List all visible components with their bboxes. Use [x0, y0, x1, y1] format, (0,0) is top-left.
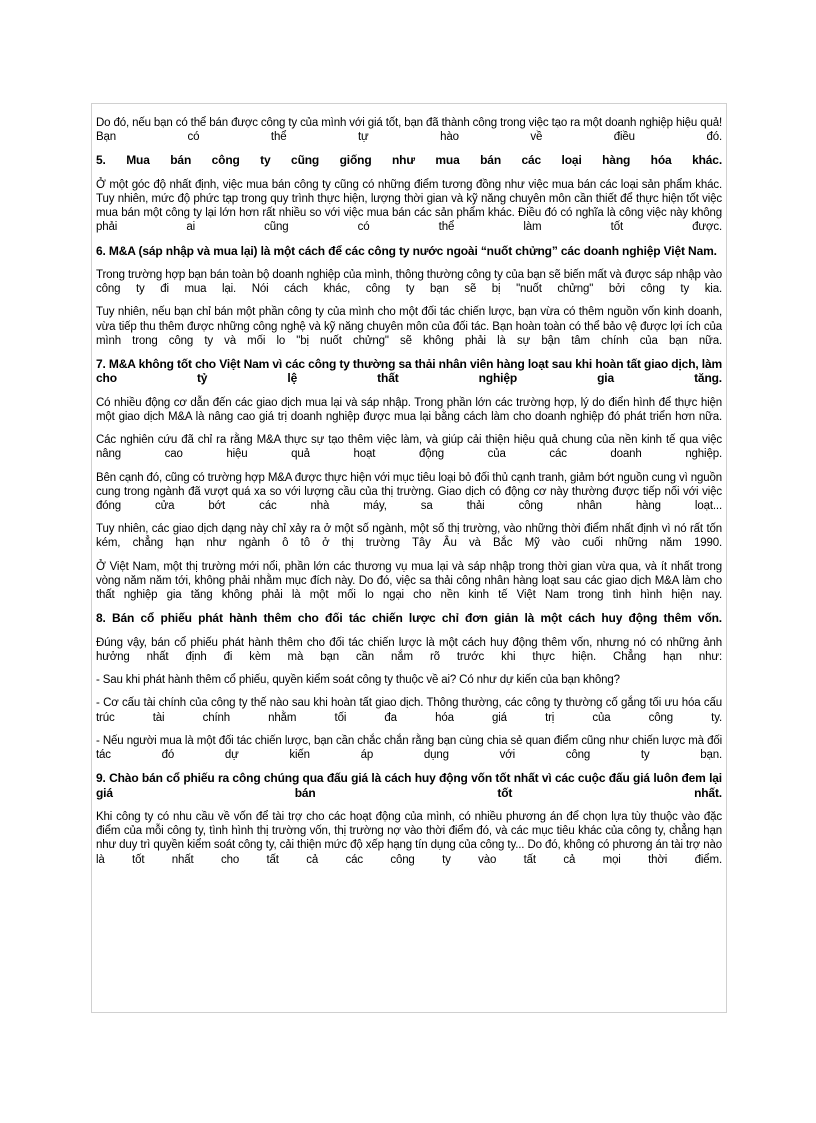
paragraph: Khi công ty có nhu cầu về vốn để tài trợ cho các hoạt động của mình, có nhiều phương án để chọn lựa tùy thuộc vào đặc điểm của mỗi công ty, tình hình thị trường vốn, thị trường nợ vào thời điểm đó, và các mục tiêu khác của công ty, chẳng hạn như duy trì quyền kiểm soát công ty, cải thiện mức độ xếp hạng tín dụng của công ty... Do đó, không có phương án tài trợ nào là tốt nhất cho tất cả các công ty vào tất cả mọi thời điểm.	[96, 810, 722, 866]
list-item: - Nếu người mua là một đối tác chiến lược, bạn cần chắc chắn rằng bạn cùng chia sẻ quan điểm cũng như chiến lược mà đối tác đó dự kiến áp dụng với công ty bạn.	[96, 734, 722, 761]
document-body	[96, 116, 722, 874]
paragraph: Ở Việt Nam, một thị trường mới nổi, phần lớn các thương vụ mua lại và sáp nhập trong thời gian vừa qua, và ít nhất trong vòng năm năm tới, không phải nhằm mục đích này. Do đó, việc sa thải công nhân hàng loạt sau các giao dịch M&A làm cho thất nghiệp gia tăng không phải là một mối lo ngại cho nền kinh tế Việt Nam trong tình hình hiện nay.	[96, 560, 722, 602]
paragraph: Tuy nhiên, các giao dịch dạng này chỉ xảy ra ở một số ngành, một số thị trường, vào những thời điểm nhất định vì nó rất tốn kém, chẳng hạn như ngành ô tô ở thị trường Tây Âu và Bắc Mỹ vào cuối những năm 1990.	[96, 523, 722, 550]
section-heading: 9. Chào bán cổ phiếu ra công chúng qua đấu giá là cách huy động vốn tốt nhất vì các cuộc đấu giá luôn đem lại giá bán tốt nhất.	[96, 771, 722, 800]
paragraph: Có nhiều động cơ dẫn đến các giao dịch mua lại và sáp nhập. Trong phần lớn các trường hợp, lý do điển hình để thực hiện một giao dịch M&A là nâng cao giá trị doanh nghiệp được mua lại bằng cách làm cho doanh nghiệp đó phát triển hơn nữa.	[96, 396, 722, 424]
paragraph: Do đó, nếu bạn có thể bán được công ty của mình với giá tốt, bạn đã thành công trong việc tạo ra một doanh nghiệp hiệu quả! Bạn có thể tự hào về điều đó.	[96, 117, 722, 144]
paragraph: Tuy nhiên, nếu bạn chỉ bán một phần công ty của mình cho một đối tác chiến lược, bạn vừa có thêm nguồn vốn kinh doanh, vừa tiếp thu thêm được những công nghệ và kỹ năng chuyên môn của đối tác. Bạn hoàn toàn có thể bảo vệ được lợi ích của mình trong công ty và mối lo "bị nuốt chửng" sẽ không phải là sự bận tâm chính của bạn nữa.	[96, 306, 722, 347]
list-item: - Sau khi phát hành thêm cổ phiếu, quyền kiểm soát công ty thuộc về ai? Có như dự kiến của bạn không?	[96, 674, 620, 687]
paragraph: Đúng vậy, bán cổ phiếu phát hành thêm cho đối tác chiến lược là một cách huy động thêm vốn, nhưng nó có những ảnh hưởng nhất định đi kèm mà bạn cần nắm rõ trước khi thực hiện. Chẳng hạn như:	[96, 636, 722, 663]
section-heading: 6. M&A (sáp nhập và mua lại) là một cách để các công ty nước ngoài “nuốt chửng” các doanh nghiệp Việt Nam.	[96, 243, 717, 258]
paragraph: Bên cạnh đó, cũng có trường hợp M&A được thực hiện với mục tiêu loại bỏ đối thủ cạnh tranh, giảm bớt nguồn cung vì nguồn cung trong ngành đã vượt quá xa so với lượng cầu của thị trường. Giao dịch có động cơ này thường được tiếp nối với việc đóng cửa bớt các nhà máy, sa thải công nhân hàng loạt...	[96, 471, 722, 513]
section-heading: 7. M&A không tốt cho Việt Nam vì các công ty thường sa thải nhân viên hàng loạt sau khi hoàn tất giao dịch, làm cho tỷ lệ thất nghiệp gia tăng.	[96, 357, 722, 386]
document-page	[91, 103, 727, 1013]
paragraph: Các nghiên cứu đã chỉ ra rằng M&A thực sự tạo thêm việc làm, và giúp cải thiện hiệu quả chung của nền kinh tế qua việc nâng cao hiệu quả hoạt động của các doanh nghiệp.	[96, 434, 722, 461]
paragraph: Ở một góc độ nhất định, việc mua bán công ty cũng có những điểm tương đồng như việc mua bán các loại sản phẩm khác. Tuy nhiên, mức độ phức tạp trong quy trình thực hiện, lượng thời gian và kỹ năng chuyên môn cần thiết để thực hiện tốt việc mua bán một công ty lại lớn hơn rất nhiều so với việc mua bán các sản phẩm khác. Điều đó có nghĩa là công việc này không phải ai cũng có thể làm tốt được.	[96, 178, 722, 234]
section-heading: 8. Bán cổ phiếu phát hành thêm cho đối tác chiến lược chỉ đơn giản là một cách huy động thêm vốn.	[96, 611, 722, 626]
section-heading: 5. Mua bán công ty cũng giống như mua bán các loại hàng hóa khác.	[96, 153, 722, 168]
list-item: - Cơ cấu tài chính của công ty thế nào sau khi hoàn tất giao dịch. Thông thường, các công ty thường cố gắng tối ưu hóa cấu trúc tài chính nhằm tối đa hóa giá trị của công ty.	[96, 697, 722, 724]
paragraph: Trong trường hợp bạn bán toàn bộ doanh nghiệp của mình, thông thường công ty của bạn sẽ biến mất và được sáp nhập vào công ty đi mua lại. Nói cách khác, công ty bạn sẽ bị "nuốt chửng" bởi công ty kia.	[96, 269, 722, 296]
